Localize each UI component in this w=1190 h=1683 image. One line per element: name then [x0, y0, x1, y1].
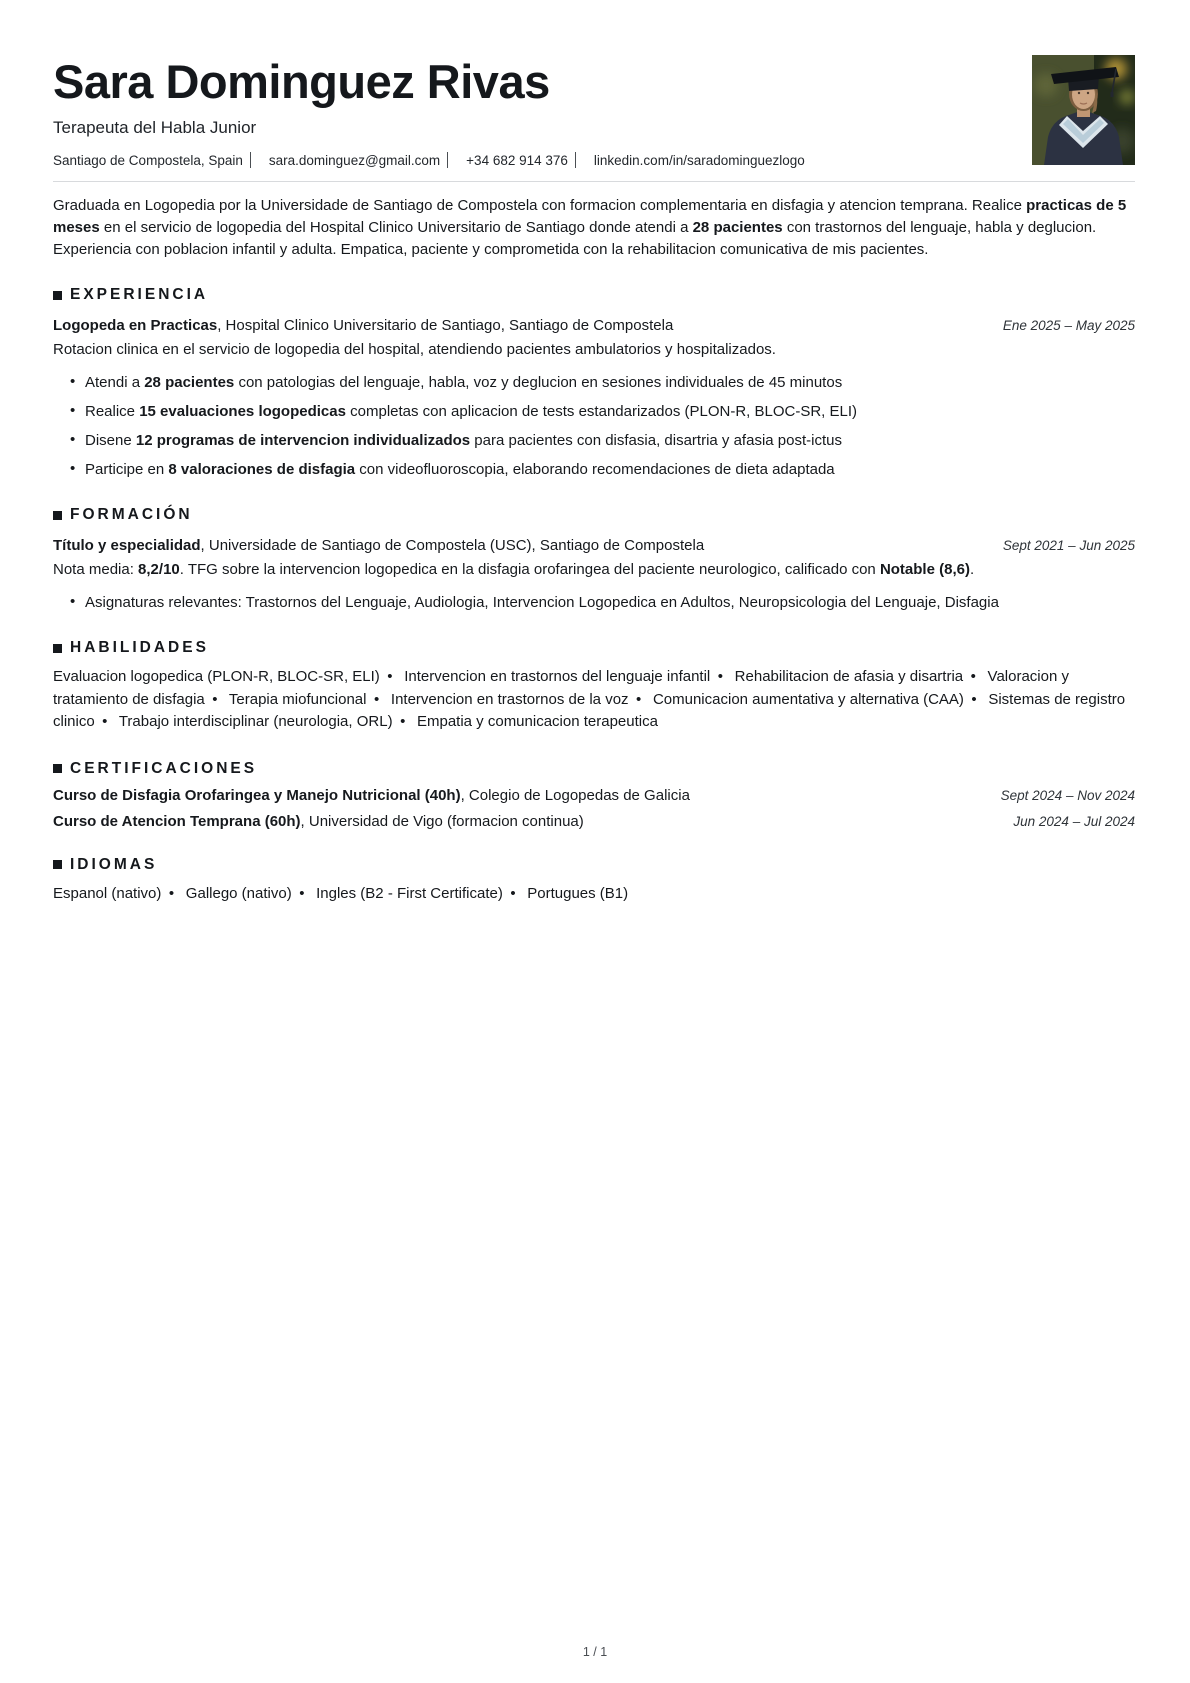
- experience-role: Logopeda en Practicas: [53, 317, 218, 335]
- section-heading-label: FORMACIÓN: [70, 506, 193, 524]
- skills-list: Evaluacion logopedica (PLON-R, BLOC-SR, ELI) • Intervencion en trastornos del lenguaje infantil • Rehabilitacion de afasia y disartria • Valoracion y tratamiento de disfagia • Terapia miofuncional • Intervencion en trastornos de la voz • Comunicacion aumentativa y alternativa (CAA) • Sistemas de registro clinico • Trabajo interdisciplinar (neurologia, ORL) • Empatia y comunicacion terapeutica: [53, 668, 1126, 731]
- section-heading-idiomas: [53, 856, 1135, 874]
- education-bullet-list: [53, 592, 1135, 613]
- section-heading-label: HABILIDADES: [70, 639, 209, 657]
- experience-entry-header: [53, 317, 1135, 334]
- profile-photo: [1032, 55, 1135, 165]
- section-heading-label: EXPERIENCIA: [70, 286, 209, 304]
- experience-description: Rotacion clinica en el servicio de logopedia del hospital, atendiendo pacientes ambulatorios y hospitalizados.: [53, 341, 776, 359]
- contact-email[interactable]: sara.dominguez@gmail.com: [268, 152, 441, 168]
- languages-list: Espanol (nativo) • Gallego (nativo) • Ingles (B2 - First Certificate) • Portugues (B1): [53, 884, 629, 902]
- contact-separator: [575, 152, 576, 168]
- section-marker-icon: [53, 511, 62, 520]
- education-note: Nota media: 8,2/10. TFG sobre la intervencion logopedica en la disfagia orofaringea del paciente neurologico, calificado con Notable (8,6).: [53, 561, 975, 579]
- graduation-photo-illustration: [1032, 55, 1135, 165]
- contact-row: [53, 152, 1135, 168]
- certification-dates: Sept 2024 – Nov 2024: [1000, 787, 1135, 803]
- certification-name-org: [53, 787, 690, 804]
- education-degree: Título y especialidad: [53, 537, 201, 555]
- certification-org: , Universidad de Vigo (formacion continua): [300, 812, 584, 830]
- section-marker-icon: [53, 764, 62, 773]
- experience-bullet: • Realice 15 evaluaciones logopedicas completas con aplicacion de tests estandarizados (PLON-R, BLOC-SR, ELI): [53, 401, 1135, 422]
- experience-dates: Ene 2025 – May 2025: [1002, 318, 1135, 334]
- experience-org: , Hospital Clinico Universitario de Santiago, Santiago de Compostela: [217, 317, 674, 335]
- contact-location: Santiago de Compostela, Spain: [53, 152, 243, 168]
- section-heading-formacion: [53, 506, 1135, 524]
- education-dates: Sept 2021 – Jun 2025: [1002, 538, 1135, 554]
- certification-name-org: [53, 813, 584, 830]
- certification-entry: [53, 787, 1135, 804]
- contact-linkedin[interactable]: linkedin.com/in/saradominguezlogo: [593, 152, 805, 168]
- experience-bullet-list: [53, 372, 1135, 480]
- education-org: , Universidade de Santiago de Compostela (USC), Santiago de Compostela: [200, 537, 705, 555]
- certification-name: Curso de Atencion Temprana (60h): [53, 812, 301, 830]
- certification-name: Curso de Disfagia Orofaringea y Manejo Nutricional (40h): [53, 786, 461, 804]
- section-marker-icon: [53, 291, 62, 300]
- section-heading-label: CERTIFICACIONES: [70, 759, 258, 777]
- education-bullet: • Asignaturas relevantes: Trastornos del Lenguaje, Audiologia, Intervencion Logopedica en Adultos, Neuropsicologia del Lenguaje, Disfagia: [53, 592, 1135, 613]
- experience-bullet: • Atendi a 28 pacientes con patologias del lenguaje, habla, voz y deglucion en sesiones individuales de 45 minutos: [53, 372, 1135, 393]
- contact-separator: [250, 152, 251, 168]
- person-job-title: Terapeuta del Habla Junior: [53, 118, 257, 138]
- page-indicator: 1 / 1: [582, 1645, 608, 1659]
- section-marker-icon: [53, 644, 62, 653]
- certification-rows: [53, 787, 1135, 830]
- certification-org: , Colegio de Logopedas de Galicia: [460, 786, 690, 804]
- section-heading-label: IDIOMAS: [70, 855, 158, 873]
- education-degree-org: [53, 537, 704, 554]
- section-heading-certificaciones: [53, 760, 1135, 778]
- education-entry-header: [53, 537, 1135, 554]
- summary-paragraph: Graduada en Logopedia por la Universidade de Santiago de Compostela con formacion complementaria en disfagia y atencion temprana. Realice practicas de 5 meses en el servicio de logopedia del Hospital Clinico Universitario de Santiago donde atendi a 28 pacientes con trastornos del lenguaje, habla y deglucion. Experiencia con poblacion infantil y adulta. Empatica, paciente y comprometida con la rehabilitacion comunicativa de mis pacientes.: [53, 197, 1127, 258]
- person-name: Sara Dominguez Rivas: [53, 55, 550, 108]
- section-marker-icon: [53, 860, 62, 869]
- contact-phone: +34 682 914 376: [466, 152, 568, 168]
- section-heading-experiencia: [53, 286, 1135, 304]
- experience-bullet: • Disene 12 programas de intervencion individualizados para pacientes con disfasia, disartria y afasia post-ictus: [53, 430, 1135, 451]
- certification-entry: [53, 813, 1135, 830]
- section-heading-habilidades: [53, 639, 1135, 657]
- certification-dates: Jun 2024 – Jul 2024: [1013, 813, 1135, 829]
- experience-role-org: [53, 317, 673, 334]
- experience-bullet: • Participe en 8 valoraciones de disfagia con videofluoroscopia, elaborando recomendaciones de dieta adaptada: [53, 459, 1135, 480]
- contact-separator: [447, 152, 448, 168]
- header-divider: [53, 181, 1135, 182]
